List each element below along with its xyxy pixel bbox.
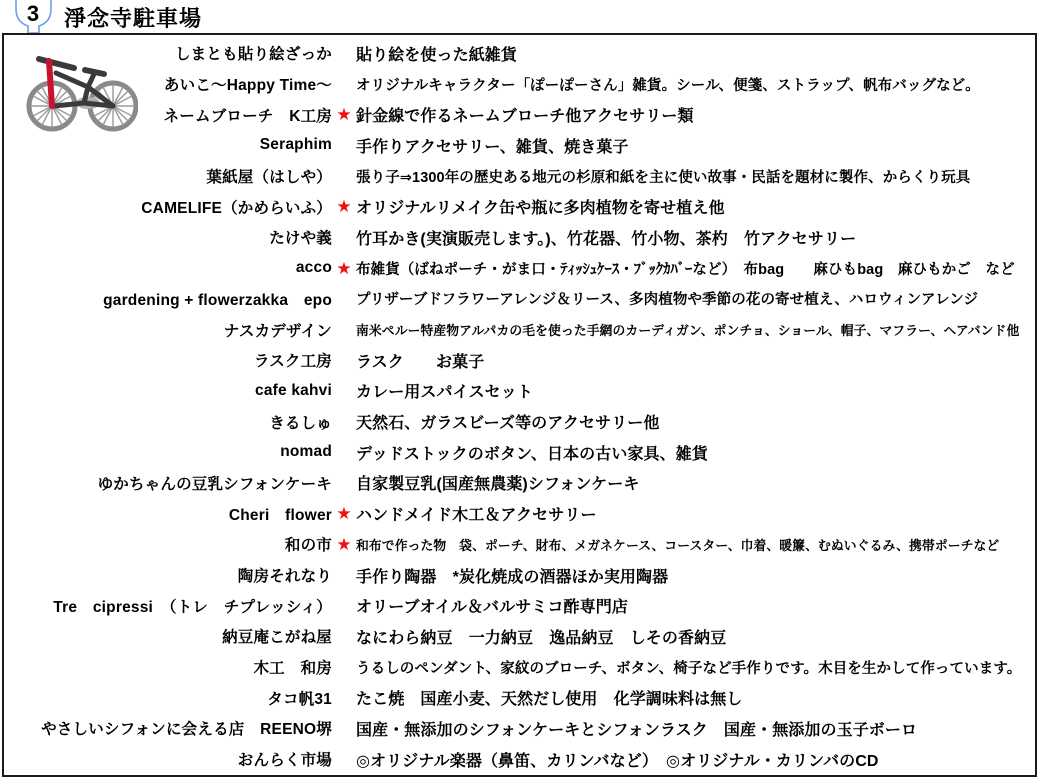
table-row-15 [4,468,1033,499]
table-row-10 [4,314,1033,345]
vendor-description: なにわら納豆 一力納豆 逸品納豆 しその香納豆 [356,629,727,647]
table-row-18 [4,560,1033,591]
table-row-21 [4,652,1033,683]
page-title: 淨念寺駐車場 [64,6,203,31]
vendor-description: ラスク お菓子 [356,353,485,371]
table-row-1 [4,38,1033,69]
vendor-description: 手作りアクセサリー、雑貨、焼き菓子 [356,138,629,156]
star-icon: ★ [336,504,352,524]
vendor-name: やさしいシフォンに会える店 REENO堺 [41,721,332,739]
vendor-name: 和の市 [284,537,332,555]
table-row-16 [4,498,1033,529]
vendor-description: 張り子⇒1300年の歴史ある地元の杉原和紙を主に使い故事・民話を題材に製作、からくり玩具 [356,169,971,186]
vendor-name: 葉紙屋（はしや） [206,169,332,187]
vendor-description: ◎オリジナル楽器（鼻笛、カリンバなど） ◎オリジナル・カリンバのCD [356,752,879,770]
vendor-name: ゆかちゃんの豆乳シフォンケーキ [97,475,332,493]
star-icon: ★ [336,105,352,125]
vendor-name: CAMELIFE（かめらいふ） [141,199,332,217]
vendor-description: カレー用スパイスセット [356,384,533,402]
star-icon: ★ [336,258,352,278]
vendor-name: タコ帆31 [267,690,332,708]
vendor-description: 国産・無添加のシフォンケーキとシフォンラスク 国産・無添加の玉子ボーロ [356,721,918,739]
vendor-description: 貼り絵を使った紙雑貨 [356,46,518,64]
star-icon: ★ [336,197,352,217]
vendor-name: cafe kahvi [255,381,332,399]
vendor-description: オリーブオイル＆バルサミコ酢専門店 [356,599,628,617]
vendor-description: プリザーブドフラワーアレンジ＆リース、多肉植物や季節の花の寄せ植え、ハロウィンアレンジ [356,292,979,309]
table-row-9 [4,284,1033,315]
vendor-description: 南米ペルー特産物アルパカの毛を使った手網のカーディガン、ポンチョ、ショール、帽子、マフラー、ヘアバンド他 [356,323,1020,339]
table-row-2 [4,69,1033,100]
table-row-17 [4,529,1033,560]
vendor-description: 自家製豆乳(国産無農薬)シフォンケーキ [356,476,640,494]
vendor-description: オリジナルリメイク缶や瓶に多肉植物を寄せ植え他 [356,200,725,218]
vendor-description: 和布で作った物 袋、ポーチ、財布、メガネケース、コースター、巾着、暖簾、むぬいぐるみ、携帯ポーチなど [356,537,1000,553]
table-row-14 [4,437,1033,468]
area-number: 3 [26,1,40,26]
star-icon: ★ [336,534,352,554]
vendor-description: 針金線で作るネームブローチ他アクセサリー類 [356,108,694,126]
table-row-3 [4,99,1033,130]
vendor-description: 天然石、ガラスビーズ等のアクセサリー他 [356,415,660,433]
table-row-8 [4,253,1033,284]
vendor-table [4,38,1033,775]
vendor-name: 木工 和房 [253,660,332,678]
vendor-description: うるしのペンダント、家紋のブローチ、ボタン、椅子など手作りです。木目を生かして作っています。 [356,660,1022,677]
vendor-name: Seraphim [259,136,332,154]
vendor-name: gardening + flowerzakka epo [103,291,332,309]
vendor-name: Cheri flower [228,506,332,524]
vendor-name: acco [295,259,332,277]
vendor-name: nomad [280,443,332,461]
table-row-23 [4,713,1033,744]
table-row-4 [4,130,1033,161]
table-row-20 [4,621,1033,652]
table-row-24 [4,744,1033,775]
vendor-description: 竹耳かき(実演販売します。)、竹花器、竹小物、茶杓 竹アクセサリー [356,230,857,248]
table-row-11 [4,345,1033,376]
vendor-description: 布雑貨（ばねポーチ・がま口・ﾃｨｯｼｭｹｰｽ・ﾌﾞｯｸｶﾊﾞｰなど） 布bag 麻ひもbag 麻ひもかご など [356,261,1015,278]
vendor-description: 手作り陶器 *炭化焼成の酒器ほか実用陶器 [356,568,669,586]
vendor-description: たこ焼 国産小麦、天然だし使用 化学調味料は無し [356,691,743,709]
page-header [0,0,1037,33]
table-row-19 [4,590,1033,621]
table-row-12 [4,376,1033,407]
table-row-5 [4,161,1033,192]
vendor-description: オリジナルキャラクター「ぽーぽーさん」雑貨。シール、便箋、ストラップ、帆布バッグなど。 [356,77,980,94]
vendor-name: あいこ～Happy Time～ [163,77,332,95]
vendor-name: ナスカデザイン [223,322,332,340]
vendor-name: おんらく市場 [237,752,332,770]
table-row-7 [4,222,1033,253]
vendor-name: しまとも貼り絵ざっか [174,46,332,64]
vendor-name: 納豆庵こがね屋 [222,629,332,647]
vendor-description: デッドストックのボタン、日本の古い家具、雑貨 [356,445,708,463]
table-row-22 [4,682,1033,713]
vendor-name: 陶房それなり [237,568,332,586]
vendor-description: ハンドメイド木工＆アクセサリー [356,507,597,525]
vendor-name: ネームブローチ K工房 [163,107,332,125]
table-row-6 [4,191,1033,222]
vendor-list-panel [2,33,1037,777]
table-row-13 [4,406,1033,437]
vendor-name: ラスク工房 [253,353,332,371]
vendor-name: Tre cipressi （トレ チプレッシィ） [53,598,332,616]
vendor-name: きるしゅ [269,414,332,432]
vendor-name: たけや義 [269,230,332,248]
